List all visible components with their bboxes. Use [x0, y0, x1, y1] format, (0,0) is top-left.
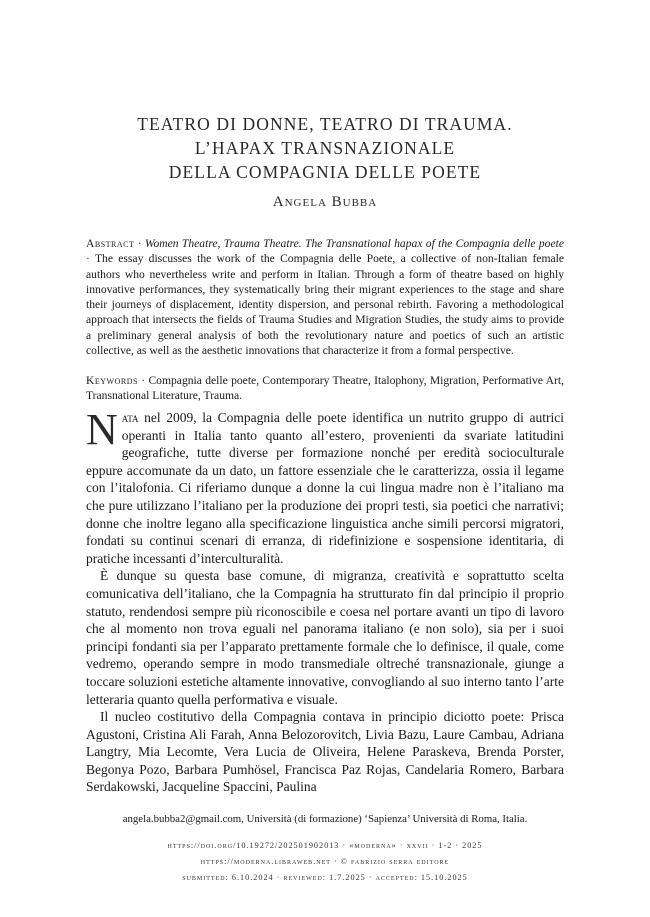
keywords-separator: · — [137, 374, 149, 387]
paragraph-1-text: nel 2009, la Compagnia delle poete identifica un nutrito gruppo di autrici operanti in Italia tanto quanto all’estero, provenienti da svariate latitudini geografiche, tutte diverse per formazione nonché per eredità socioculturale eppure accomunate da un dato, un fattore essenziale che le caratterizza, ossia il legame con l’italofonia. Ci riferiamo dunque a donne la cui lingua madre non è l’italiano ma che pure utilizzano l’italiano per la produzione dei propri testi, sia poetici che narrativi; donne che inoltre legano alla specificazione linguistica anche simili percorsi migratori, fondati su continui scenari di erranza, di ridefinizione e sospensione identitaria, di pratiche incessanti d’interculturalità. — [86, 410, 564, 566]
first-word-rest: ata — [121, 410, 139, 425]
abstract — [86, 236, 564, 358]
publisher-line: https://moderna.libraweb.net · © fabrizio serra editore — [200, 857, 450, 866]
doi-line: https://doi.org/10.19272/202501902013 · «moderna» · xxvii · 1-2 · 2025 — [167, 841, 483, 850]
paragraph-3: Il nucleo costitutivo della Compagnia contava in principio diciotto poete: Prisca Agustoni, Cristina Ali Farah, Anna Belozorovitch, Livia Bazu, Laure Cambau, Adriana Langtry, Mia Lecomte, Vera Lucia de Oliveira, Helene Paraskeva, Brenda Porster, Begonya Pozo, Barbara Pumhösel, Francisca Paz Rojas, Candelaria Romero, Barbara Serdakowski, Jacqueline Spaccini, Paulina — [86, 709, 564, 795]
keywords-text: Compagnia delle poete, Contemporary Theatre, Italophony, Migration, Performative Art, Transnational Literature, Trauma. — [86, 374, 564, 403]
title-line-2: L’HAPAX TRANSNAZIONALE — [194, 138, 456, 158]
keywords-label: Keywords — [86, 374, 138, 387]
abstract-english-title: Women Theatre, Trauma Theatre. The Transnational hapax of the Compagnia delle poete — [144, 237, 564, 250]
abstract-separator: · — [134, 237, 145, 250]
author-name: Angela Bubba — [272, 194, 378, 210]
title-line-3: DELLA COMPAGNIA DELLE POETE — [168, 162, 482, 182]
paragraph-2: È dunque su questa base comune, di migranza, creatività e soprattutto scelta comunicativa dell’italiano, che la Compagnia ha strutturato fin dal principio il proprio statuto, rendendosi sempre più riconoscibile e coesa nel portare avanti un tipo di lavoro che al momento non trova eguali nel panorama italiano (e non solo), sia per i suoi principi fondanti sia per l’apparato prettamente formale che lo definisce, il quale, come vedremo, operando sempre in modo transmediale oltreché transnazionale, giunge a toccare soluzioni estetiche altamente innovative, convogliando al suo interno tanto l’arte letteraria quanto quella performativa e visuale. — [86, 568, 564, 707]
keywords — [86, 373, 564, 404]
article-body — [86, 405, 564, 796]
author-affiliation-footnote: angela.bubba2@gmail.com, Università (di formazione) ‘Sapienza’ Università di Roma, Italia. — [122, 813, 528, 825]
abstract-label: Abstract — [86, 237, 135, 250]
abstract-text: · The essay discusses the work of the Compagnia delle Poete, a collective of non-Italian female authors who nevertheless write and perform in Italian. Through a form of theatre based on highly innovative performances, they systematically bring their migrant experiences to the stage and share their journeys of displacement, identity dispersion, and personal rebirth. Favoring a methodological approach that intersects the fields of Trauma Studies and Migration Studies, the study aims to provide a preliminary general analysis of both the revolutionary nature and poetics of such an artistic collective, as well as the aesthetic innovations that characterize it from a formal perspective. — [86, 252, 564, 358]
submission-dates-line: submitted: 6.10.2024 · reviewed: 1.7.2025 · accepted: 15.10.2025 — [182, 873, 468, 882]
paragraph-1 — [86, 405, 564, 567]
title-line-1: TEATRO DI DONNE, TEATRO DI TRAUMA. — [137, 114, 513, 134]
drop-cap: N — [86, 405, 118, 454]
article-title — [60, 112, 590, 184]
